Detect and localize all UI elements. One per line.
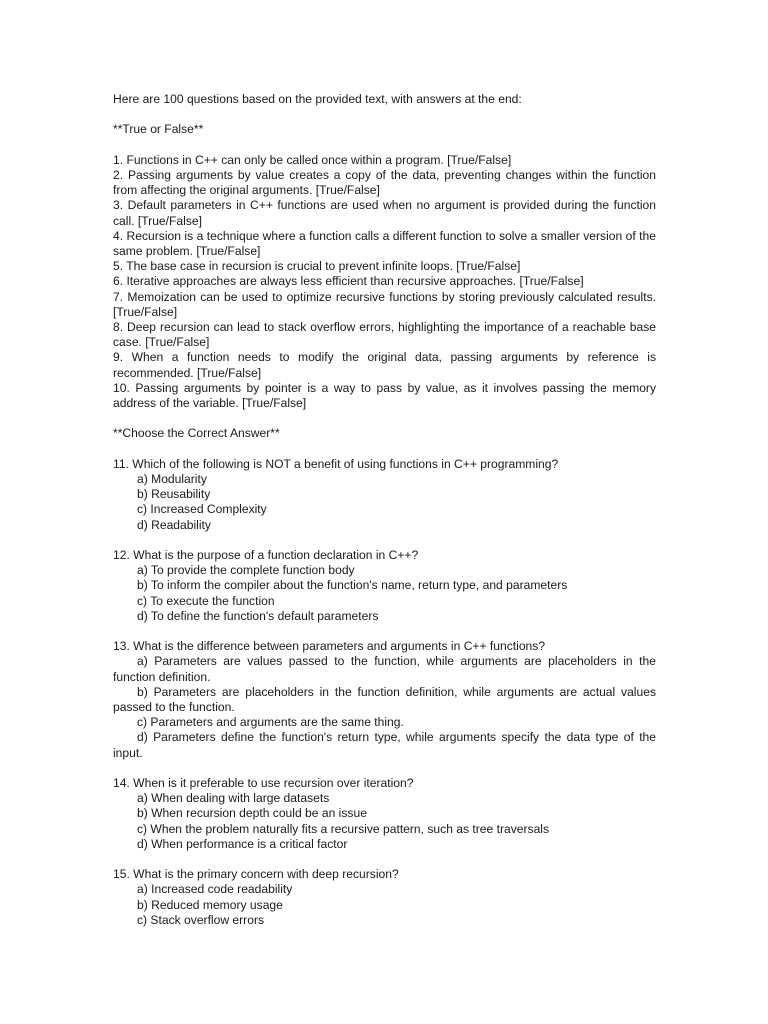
question-13 xyxy=(113,639,656,761)
document-page xyxy=(113,92,656,928)
spacer xyxy=(113,442,656,457)
question-12 xyxy=(113,548,656,624)
tf-item-6: 6. Iterative approaches are always less efficient than recursive approaches. [True/False] xyxy=(113,274,584,289)
spacer xyxy=(113,411,656,426)
option-a: a) Modularity xyxy=(137,472,207,487)
question-stem: 13. What is the difference between parameters and arguments in C++ functions? xyxy=(113,639,546,654)
tf-item-2: 2. Passing arguments by value creates a copy of the data, preventing changes within the function from affecting the original arguments. [True/False] xyxy=(113,167,656,198)
option-b: b) Parameters are placeholders in the function definition, while arguments are actual values passed to the function. xyxy=(113,684,656,715)
intro-text: Here are 100 questions based on the provided text, with answers at the end: xyxy=(113,92,522,106)
option-a: a) To provide the complete function body xyxy=(137,563,355,578)
question-14 xyxy=(113,776,656,852)
tf-item-1: 1. Functions in C++ can only be called once within a program. [True/False] xyxy=(113,152,512,167)
spacer xyxy=(113,761,656,776)
option-b: b) Reusability xyxy=(137,487,211,502)
option-b: b) When recursion depth could be an issue xyxy=(137,806,367,821)
tf-item-4: 4. Recursion is a technique where a function calls a different function to solve a smaller version of the same problem. [True/False] xyxy=(113,228,656,258)
question-stem: 14. When is it preferable to use recursion over iteration? xyxy=(113,776,414,791)
option-d: d) To define the function's default parameters xyxy=(137,608,379,623)
option-c: c) Stack overflow errors xyxy=(137,912,265,927)
tf-item-8: 8. Deep recursion can lead to stack overflow errors, highlighting the importance of a reachable base case. [True/False] xyxy=(113,320,656,350)
tf-item-10: 10. Passing arguments by pointer is a way to pass by value, as it involves passing the memory address of the variable. [True/False] xyxy=(113,380,656,411)
option-c: c) Increased Complexity xyxy=(137,502,267,517)
option-a: a) When dealing with large datasets xyxy=(137,791,330,806)
option-b: b) Reduced memory usage xyxy=(137,897,283,912)
option-d: d) Parameters define the function's return type, while arguments specify the data type of the input. xyxy=(113,730,656,760)
question-stem: 15. What is the primary concern with deep recursion? xyxy=(113,867,399,882)
option-a: a) Increased code readability xyxy=(137,882,293,897)
tf-item-7: 7. Memoization can be used to optimize recursive functions by storing previously calculated results. [True/False] xyxy=(113,289,656,319)
section-heading-choose-answer: **Choose the Correct Answer** xyxy=(113,426,280,441)
option-b: b) To inform the compiler about the function's name, return type, and parameters xyxy=(137,578,568,593)
tf-item-5: 5. The base case in recursion is crucial to prevent infinite loops. [True/False] xyxy=(113,259,521,274)
spacer xyxy=(113,533,656,548)
question-15 xyxy=(113,867,656,928)
spacer xyxy=(113,852,656,867)
tf-item-9: 9. When a function needs to modify the original data, passing arguments by reference is recommended. [True/False] xyxy=(113,350,656,380)
tf-item-3: 3. Default parameters in C++ functions are used when no argument is provided during the function call. [True/False] xyxy=(113,198,656,228)
option-d: d) Readability xyxy=(137,517,211,532)
question-stem: 12. What is the purpose of a function declaration in C++? xyxy=(113,548,419,563)
option-c: c) Parameters and arguments are the same thing. xyxy=(137,715,404,730)
option-c: c) When the problem naturally fits a recursive pattern, such as tree traversals xyxy=(137,821,550,836)
question-stem: 11. Which of the following is NOT a benefit of using functions in C++ programming? xyxy=(113,456,559,471)
spacer xyxy=(113,138,656,153)
true-false-list xyxy=(113,153,656,411)
option-d: d) When performance is a critical factor xyxy=(137,836,348,851)
question-11 xyxy=(113,457,656,533)
option-a: a) Parameters are values passed to the function, while arguments are placeholders in the function definition. xyxy=(113,654,656,684)
spacer xyxy=(113,107,656,122)
section-heading-true-false: **True or False** xyxy=(113,122,204,137)
spacer xyxy=(113,624,656,639)
option-c: c) To execute the function xyxy=(137,593,275,608)
